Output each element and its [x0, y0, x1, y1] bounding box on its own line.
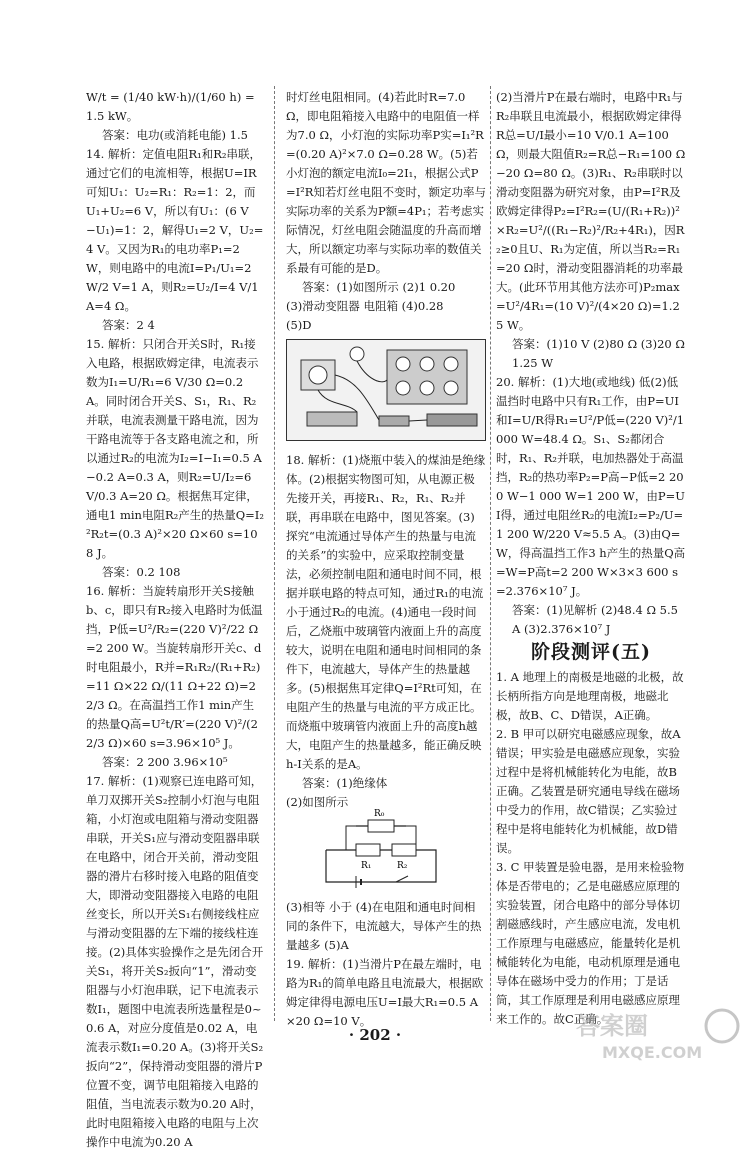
answer-17-line3: (5)D [286, 318, 312, 332]
answer-14: 答案：2 4 [102, 318, 155, 332]
label-r0: R₀ [374, 809, 385, 819]
switch-icon [379, 416, 409, 426]
answer-13: 答案：电功(或消耗电能) 1.5 [102, 128, 248, 142]
solution-17: 17. 解析：(1)观察已连电路可知，单刀双掷开关S₂控制小灯泡与电阻箱，小灯泡或电阻箱与滑动变阻器串联，开关S₁应与滑动变阻器串联在电路中，闭合开关前，滑动变阻器的滑片右移时接入电路的阻值变大，即滑动变阻器接入电路的电阻丝变长，所以开关S₁右侧接线柱应与滑动变阻器的左下端的接线柱连接。(2)具体实验操作之是先闭合开关S₁，将开关S₂扳向“1”，滑动变阻器与小灯泡串联，记下电流表示数I₁，题图中电流表所选量程是0~0.6 A，对应分度值是0.02 A，电流表示数I₁=0.20 A。(3)将开关S₂扳向“2”，保持滑动变阻器的滑片P位置不变，调节电阻箱接入电路的阻值，当电流表示数为0.20 A时，此时电阻箱接入电路的电阻与上次操作中电流为0.20 A [86, 774, 264, 1149]
column-right [496, 88, 686, 1029]
circuit-photo-figure [286, 339, 486, 441]
answer-18-line3: (3)相等 小于 (4)在电阻和通电时间相同的条件下，电流越大，导体产生的热量越多 (5)A [286, 900, 482, 952]
label-r1: R₁ [361, 861, 372, 871]
solution-16: 16. 解析：当旋转扇形开关S接触b、c，即只有R₂接入电路时为低温挡，P低=U²/R₂=(220 V)²/22 Ω=2 200 W。当旋转扇形开关c、d时电阻最小，R并=R₁R₂/(R₁+R₂)=11 Ω×22 Ω/(11 Ω+22 Ω)=22/3 Ω。在高温挡工作1 min产生的热量Q高=U²t/R′=(220 V)²/(22/3 Ω)×60 s=3.96×10⁵ J。 [86, 584, 263, 750]
answer-17-line1: 答案：(1)如图所示 (2)1 0.20 [302, 280, 456, 294]
switch-symbol [396, 876, 408, 882]
question-1: 1. A 地理上的南极是地磁的北极，故长柄所指方向是地理南极，地磁北极，故B、C、D错误，A正确。 [496, 670, 684, 722]
resistor-r1 [356, 844, 380, 856]
svg-text:MXQE.COM: MXQE.COM [602, 1043, 703, 1062]
svg-text:答案圈: 答案圈 [576, 1012, 648, 1040]
solution-18: 18. 解析：(1)烧瓶中装入的煤油是绝缘体。(2)根据实物图可知，从电源正极先接开关，再接R₁、R₂，R₁、R₂并联，再串联在电路中，图见答案。(3)探究“电流通过导体产生的热量与电流的关系”的实验中，应采取控制变量法，必须控制电阻和通电时间不同，根据并联电路的特点可知，通过R₁的电流小于通过R₂的电流。(4)通电一段时间后，乙烧瓶中玻璃管内液面上升的高度较大，说明在电阻和通电时间相同的条件下，电流越大，导体产生的热量越多。(5)根据焦耳定律Q=I²Rt可知，在电阻产生的热量与电流的平方成正比。而烧瓶中玻璃管内液面上升的高度h越大，电阻产生的热量越多，能正确反映h-I关系的是A。 [286, 453, 486, 771]
page-number: · 202 · [348, 1026, 402, 1044]
column-left [86, 88, 264, 1152]
answer-18-line1: 答案：(1)绝缘体 [302, 776, 388, 790]
answer-16: 答案：2 200 3.96×10⁵ [102, 755, 228, 769]
lamp-icon [350, 347, 364, 361]
resistor-r2 [392, 844, 416, 856]
solution-19: 19. 解析：(1)当滑片P在最左端时，电路为R₁的简单电路且电流最大，根据欧姆定律得电源电压U=I最大R₁=0.5 A×20 Ω=10 V。 [286, 957, 484, 1028]
column-divider [490, 86, 491, 1021]
formula-line: W/t = (1/40 kW·h)/(1/60 h) = 1.5 kW。 [86, 90, 255, 123]
answer-19: 答案：(1)10 V (2)80 Ω (3)20 Ω 1.25 W [512, 337, 685, 370]
question-2: 2. B 甲可以研究电磁感应现象，故A错误；甲实验是电磁感应现象，实验过程中是将机械能转化为电能，故B正确。乙装置是研究通电导线在磁场中受力的作用，故C错误；乙实验过程中是将电能转化为机械能，故D错误。 [496, 727, 681, 855]
solution-17-cont: 时灯丝电阻相同。(4)若此时R=7.0 Ω，即电阻箱接入电路中的电阻值一样为7.0 Ω，小灯泡的实际功率P实=I₁²R=(0.20 A)²×7.0 Ω=0.28 W。(5)若小灯泡的额定电流I₀=2I₁，根据公式P=I²R知若灯丝电阻不变时，额定功率与实际功率的关系为P额=4P₁；若考虑实际情况，灯丝电阻会随温度的升高而增大，所以额定功率与实际功率的数值关系最有可能的是D。 [286, 90, 486, 275]
column-divider [274, 86, 275, 1021]
answer-20: 答案：(1)见解析 (2)48.4 Ω 5.5 A (3)2.376×10⁷ J [512, 603, 678, 636]
solution-20: 20. 解析：(1)大地(或地线) 低(2)低温挡时电路中只有R₁工作，由P=UI和I=U/R得R₁=U²/P低=(220 V)²/1 000 W=48.4 Ω。S₁、S₂都闭合时，R₁、R₂并联，电加热器处于高温挡，R₂的热功率P₂=P高−P低=2 200 W−1 000 W=1 200 W，由P=UI得，通过电阻丝R₂的电流I₂=P₂/U=1 200 W/220 V≈5.5 A。(3)由Q=W，得高温挡工作3 h产生的热量Q高=W=P高t=2 200 W×3×3 600 s=2.376×10⁷ J。 [496, 375, 686, 598]
question-3: 3. C 甲装置是验电器，是用来检验物体是否带电的；乙是电磁感应原理的实验装置，闭合电路中的部分导体切割磁感线时，产生感应电流，发电机工作原理与电磁感应，能量转化是机械能转化为电能，电动机原理是通电导体在磁场中受力的作用；丁是话筒，其工作原理是利用电磁感应原理来工作的。故C正确。 [496, 860, 685, 1026]
solution-19-cont: (2)当滑片P在最右端时，电路中R₁与R₂串联且电流最小，根据欧姆定律得R总=U/I最小=10 V/0.1 A=100 Ω，则最大阻值R₂=R总−R₁=100 Ω−20 Ω=80 Ω。(3)R₁、R₂串联时以滑动变阻器为研究对象，由P=I²R及欧姆定律得P₂=I²R₂=(U/(R₁+R₂))²×R₂=U²/((R₁−R₂)²/R₂+4R₁)，因R₂≥0且U、R₁为定值，所以当R₂=R₁=20 Ω时，滑动变阻器消耗的功率最大。(此环节用其他方法亦可)P₂max=U²/4R₁=(10 V)²/(4×20 Ω)=1.25 W。 [496, 90, 686, 332]
circuit-diagram-figure [316, 809, 446, 888]
battery-icon [307, 412, 357, 426]
solution-14: 14. 解析：定值电阻R₁和R₂串联，通过它们的电流相等，根据U=IR可知U₁：U₂=R₁：R₂=1：2，而U₁+U₂=6 V，所以有U₁：(6 V−U₁)=1：2，解得U₁=2 V，U₂=4 V。又因为R₁的电功率P₁=2 W，则电路中的电流I=P₁/U₁=2 W/2 V=1 A，则R₂=U₂/I=4 V/1 A=4 Ω。 [86, 147, 264, 313]
resistor-r0 [368, 820, 394, 832]
rheostat-icon [427, 414, 477, 426]
section-title: 阶段测评(五) [531, 641, 651, 663]
column-middle [286, 88, 486, 1031]
solution-15: 15. 解析：只闭合开关S时，R₁接入电路，根据欧姆定律，电流表示数为I₁=U/R₁=6 V/30 Ω=0.2 A。同时闭合开关S、S₁，R₁、R₂并联，电流表测量干路电流，因为干路电流等于各支路电流之和，所以通过R₂的电流为I₂=I−I₁=0.5 A−0.2 A=0.3 A，则R₂=U/I₂=6 V/0.3 A=20 Ω。根据焦耳定律，通电1 min电阻R₂产生的热量Q=I₂²R₂t=(0.3 A)²×20 Ω×60 s=108 J。 [86, 337, 264, 560]
watermark-logo [572, 1004, 748, 1064]
answer-15: 答案：0.2 108 [102, 565, 181, 579]
answer-17-line2: (3)滑动变阻器 电阻箱 (4)0.28 [286, 299, 444, 313]
label-r2: R₂ [397, 861, 408, 871]
answer-18-line2: (2)如图所示 [286, 795, 349, 809]
